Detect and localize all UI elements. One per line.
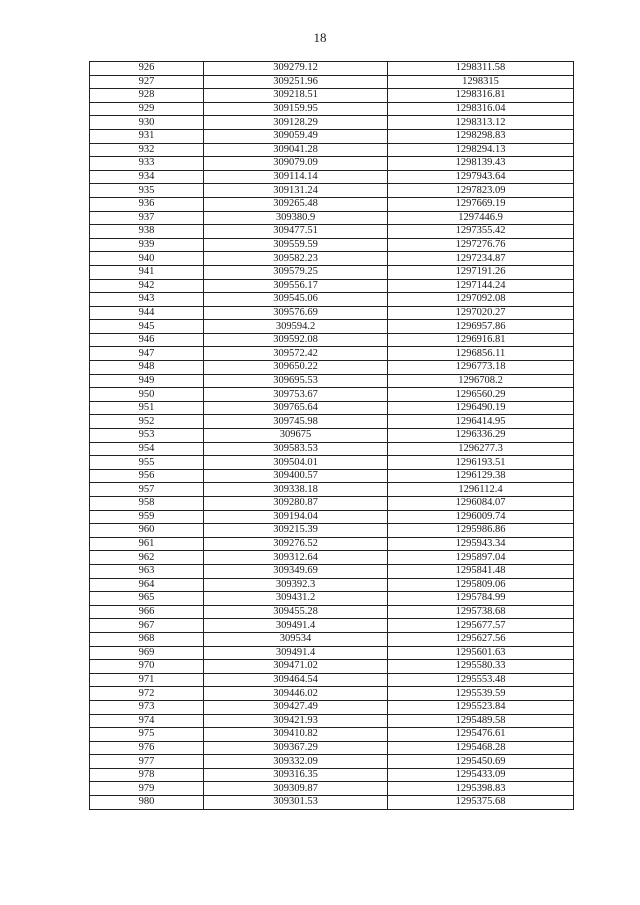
y-coordinate-cell: 1295375.68	[388, 796, 574, 810]
x-coordinate-cell: 309594.2	[204, 320, 388, 334]
point-number-cell: 958	[90, 497, 204, 511]
table-row	[90, 741, 574, 755]
x-coordinate-cell: 309280.87	[204, 497, 388, 511]
x-coordinate-cell: 309276.52	[204, 537, 388, 551]
x-coordinate-cell: 309504.01	[204, 456, 388, 470]
table-row	[90, 265, 574, 279]
x-coordinate-cell: 309745.98	[204, 415, 388, 429]
table-row	[90, 442, 574, 456]
table-row	[90, 537, 574, 551]
y-coordinate-cell: 1295489.58	[388, 714, 574, 728]
table-row	[90, 429, 574, 443]
x-coordinate-cell: 309545.06	[204, 293, 388, 307]
table-row	[90, 483, 574, 497]
point-number-cell: 979	[90, 782, 204, 796]
x-coordinate-cell: 309338.18	[204, 483, 388, 497]
table-row	[90, 578, 574, 592]
y-coordinate-cell: 1295539.59	[388, 687, 574, 701]
point-number-cell: 962	[90, 551, 204, 565]
y-coordinate-cell: 1298298.83	[388, 129, 574, 143]
point-number-cell: 954	[90, 442, 204, 456]
x-coordinate-cell: 309695.53	[204, 374, 388, 388]
y-coordinate-cell: 1297144.24	[388, 279, 574, 293]
table-row	[90, 646, 574, 660]
x-coordinate-cell: 309491.4	[204, 646, 388, 660]
table-row	[90, 632, 574, 646]
y-coordinate-cell: 1295784.99	[388, 592, 574, 606]
point-number-cell: 951	[90, 401, 204, 415]
table-row	[90, 782, 574, 796]
x-coordinate-cell: 309215.39	[204, 524, 388, 538]
table-row	[90, 211, 574, 225]
point-number-cell: 969	[90, 646, 204, 660]
table-row	[90, 401, 574, 415]
y-coordinate-cell: 1297092.08	[388, 293, 574, 307]
y-coordinate-cell: 1296414.95	[388, 415, 574, 429]
x-coordinate-cell: 309650.22	[204, 361, 388, 375]
point-number-cell: 961	[90, 537, 204, 551]
table-row	[90, 728, 574, 742]
point-number-cell: 955	[90, 456, 204, 470]
table-row	[90, 306, 574, 320]
point-number-cell: 938	[90, 225, 204, 239]
y-coordinate-cell: 1295468.28	[388, 741, 574, 755]
point-number-cell: 929	[90, 102, 204, 116]
y-coordinate-cell: 1295897.04	[388, 551, 574, 565]
table-row	[90, 497, 574, 511]
y-coordinate-cell: 1295841.48	[388, 564, 574, 578]
table-row	[90, 388, 574, 402]
point-number-cell: 960	[90, 524, 204, 538]
table-row	[90, 62, 574, 76]
point-number-cell: 949	[90, 374, 204, 388]
point-number-cell: 930	[90, 116, 204, 130]
y-coordinate-cell: 1298311.58	[388, 62, 574, 76]
x-coordinate-cell: 309446.02	[204, 687, 388, 701]
x-coordinate-cell: 309079.09	[204, 157, 388, 171]
x-coordinate-cell: 309572.42	[204, 347, 388, 361]
x-coordinate-cell: 309312.64	[204, 551, 388, 565]
x-coordinate-cell: 309392.3	[204, 578, 388, 592]
table-row	[90, 456, 574, 470]
x-coordinate-cell: 309131.24	[204, 184, 388, 198]
x-coordinate-cell: 309194.04	[204, 510, 388, 524]
point-number-cell: 936	[90, 197, 204, 211]
point-number-cell: 926	[90, 62, 204, 76]
x-coordinate-cell: 309592.08	[204, 333, 388, 347]
table-row	[90, 170, 574, 184]
point-number-cell: 946	[90, 333, 204, 347]
table-row	[90, 347, 574, 361]
y-coordinate-cell: 1295450.69	[388, 755, 574, 769]
table-row	[90, 714, 574, 728]
point-number-cell: 950	[90, 388, 204, 402]
coordinates-table-body	[90, 62, 574, 810]
table-row	[90, 619, 574, 633]
y-coordinate-cell: 1296193.51	[388, 456, 574, 470]
y-coordinate-cell: 1298316.04	[388, 102, 574, 116]
y-coordinate-cell: 1296708.2	[388, 374, 574, 388]
point-number-cell: 966	[90, 605, 204, 619]
table-row	[90, 768, 574, 782]
table-row	[90, 129, 574, 143]
point-number-cell: 956	[90, 469, 204, 483]
point-number-cell: 953	[90, 429, 204, 443]
point-number-cell: 968	[90, 632, 204, 646]
y-coordinate-cell: 1298315	[388, 75, 574, 89]
x-coordinate-cell: 309431.2	[204, 592, 388, 606]
x-coordinate-cell: 309380.9	[204, 211, 388, 225]
x-coordinate-cell: 309427.49	[204, 700, 388, 714]
y-coordinate-cell: 1296084.07	[388, 497, 574, 511]
table-row	[90, 469, 574, 483]
table-row	[90, 238, 574, 252]
x-coordinate-cell: 309583.53	[204, 442, 388, 456]
point-number-cell: 980	[90, 796, 204, 810]
point-number-cell: 931	[90, 129, 204, 143]
x-coordinate-cell: 309477.51	[204, 225, 388, 239]
y-coordinate-cell: 1297276.76	[388, 238, 574, 252]
point-number-cell: 965	[90, 592, 204, 606]
point-number-cell: 963	[90, 564, 204, 578]
point-number-cell: 972	[90, 687, 204, 701]
table-row	[90, 374, 574, 388]
table-row	[90, 89, 574, 103]
point-number-cell: 974	[90, 714, 204, 728]
point-number-cell: 933	[90, 157, 204, 171]
point-number-cell: 940	[90, 252, 204, 266]
x-coordinate-cell: 309332.09	[204, 755, 388, 769]
point-number-cell: 947	[90, 347, 204, 361]
point-number-cell: 977	[90, 755, 204, 769]
table-row	[90, 673, 574, 687]
x-coordinate-cell: 309675	[204, 429, 388, 443]
y-coordinate-cell: 1296916.81	[388, 333, 574, 347]
point-number-cell: 932	[90, 143, 204, 157]
table-row	[90, 564, 574, 578]
table-row	[90, 796, 574, 810]
page-number: 18	[313, 30, 327, 45]
point-number-cell: 957	[90, 483, 204, 497]
y-coordinate-cell: 1297234.87	[388, 252, 574, 266]
x-coordinate-cell: 309410.82	[204, 728, 388, 742]
y-coordinate-cell: 1297669.19	[388, 197, 574, 211]
y-coordinate-cell: 1296856.11	[388, 347, 574, 361]
x-coordinate-cell: 309582.23	[204, 252, 388, 266]
x-coordinate-cell: 309349.69	[204, 564, 388, 578]
point-number-cell: 971	[90, 673, 204, 687]
y-coordinate-cell: 1297355.42	[388, 225, 574, 239]
y-coordinate-cell: 1296009.74	[388, 510, 574, 524]
y-coordinate-cell: 1295580.33	[388, 660, 574, 674]
point-number-cell: 934	[90, 170, 204, 184]
y-coordinate-cell: 1297446.9	[388, 211, 574, 225]
point-number-cell: 942	[90, 279, 204, 293]
table-row	[90, 252, 574, 266]
x-coordinate-cell: 309534	[204, 632, 388, 646]
y-coordinate-cell: 1295601.63	[388, 646, 574, 660]
x-coordinate-cell: 309765.64	[204, 401, 388, 415]
x-coordinate-cell: 309316.35	[204, 768, 388, 782]
x-coordinate-cell: 309279.12	[204, 62, 388, 76]
y-coordinate-cell: 1296112.4	[388, 483, 574, 497]
point-number-cell: 970	[90, 660, 204, 674]
y-coordinate-cell: 1295627.56	[388, 632, 574, 646]
point-number-cell: 967	[90, 619, 204, 633]
x-coordinate-cell: 309421.93	[204, 714, 388, 728]
x-coordinate-cell: 309491.4	[204, 619, 388, 633]
table-row	[90, 225, 574, 239]
table-row	[90, 279, 574, 293]
point-number-cell: 944	[90, 306, 204, 320]
x-coordinate-cell: 309400.57	[204, 469, 388, 483]
y-coordinate-cell: 1295738.68	[388, 605, 574, 619]
table-row	[90, 755, 574, 769]
y-coordinate-cell: 1295398.83	[388, 782, 574, 796]
y-coordinate-cell: 1295677.57	[388, 619, 574, 633]
x-coordinate-cell: 309455.28	[204, 605, 388, 619]
point-number-cell: 939	[90, 238, 204, 252]
point-number-cell: 948	[90, 361, 204, 375]
table-row	[90, 700, 574, 714]
point-number-cell: 937	[90, 211, 204, 225]
table-row	[90, 687, 574, 701]
table-row	[90, 415, 574, 429]
y-coordinate-cell: 1296336.29	[388, 429, 574, 443]
x-coordinate-cell: 309059.49	[204, 129, 388, 143]
y-coordinate-cell: 1295809.06	[388, 578, 574, 592]
y-coordinate-cell: 1297020.27	[388, 306, 574, 320]
y-coordinate-cell: 1295553.48	[388, 673, 574, 687]
point-number-cell: 973	[90, 700, 204, 714]
x-coordinate-cell: 309753.67	[204, 388, 388, 402]
table-row	[90, 116, 574, 130]
x-coordinate-cell: 309265.48	[204, 197, 388, 211]
table-row	[90, 524, 574, 538]
point-number-cell: 935	[90, 184, 204, 198]
y-coordinate-cell: 1295433.09	[388, 768, 574, 782]
y-coordinate-cell: 1296560.29	[388, 388, 574, 402]
table-row	[90, 184, 574, 198]
y-coordinate-cell: 1296129.38	[388, 469, 574, 483]
y-coordinate-cell: 1297191.26	[388, 265, 574, 279]
table-row	[90, 143, 574, 157]
y-coordinate-cell: 1295986.86	[388, 524, 574, 538]
point-number-cell: 975	[90, 728, 204, 742]
x-coordinate-cell: 309559.59	[204, 238, 388, 252]
table-row	[90, 320, 574, 334]
point-number-cell: 927	[90, 75, 204, 89]
x-coordinate-cell: 309251.96	[204, 75, 388, 89]
table-row	[90, 361, 574, 375]
y-coordinate-cell: 1296957.86	[388, 320, 574, 334]
point-number-cell: 964	[90, 578, 204, 592]
point-number-cell: 978	[90, 768, 204, 782]
table-row	[90, 592, 574, 606]
table-row	[90, 157, 574, 171]
x-coordinate-cell: 309464.54	[204, 673, 388, 687]
x-coordinate-cell: 309309.87	[204, 782, 388, 796]
table-row	[90, 75, 574, 89]
point-number-cell: 928	[90, 89, 204, 103]
x-coordinate-cell: 309556.17	[204, 279, 388, 293]
y-coordinate-cell: 1295943.34	[388, 537, 574, 551]
y-coordinate-cell: 1298316.81	[388, 89, 574, 103]
point-number-cell: 943	[90, 293, 204, 307]
x-coordinate-cell: 309576.69	[204, 306, 388, 320]
y-coordinate-cell: 1297943.64	[388, 170, 574, 184]
table-row	[90, 510, 574, 524]
y-coordinate-cell: 1296773.18	[388, 361, 574, 375]
table-row	[90, 102, 574, 116]
table-row	[90, 605, 574, 619]
table-row	[90, 333, 574, 347]
y-coordinate-cell: 1298139.43	[388, 157, 574, 171]
x-coordinate-cell: 309367.29	[204, 741, 388, 755]
x-coordinate-cell: 309041.28	[204, 143, 388, 157]
x-coordinate-cell: 309301.53	[204, 796, 388, 810]
table-row	[90, 197, 574, 211]
x-coordinate-cell: 309114.14	[204, 170, 388, 184]
y-coordinate-cell: 1298294.13	[388, 143, 574, 157]
coordinates-table	[89, 61, 574, 810]
x-coordinate-cell: 309128.29	[204, 116, 388, 130]
point-number-cell: 945	[90, 320, 204, 334]
x-coordinate-cell: 309218.51	[204, 89, 388, 103]
y-coordinate-cell: 1295476.61	[388, 728, 574, 742]
point-number-cell: 941	[90, 265, 204, 279]
x-coordinate-cell: 309159.95	[204, 102, 388, 116]
y-coordinate-cell: 1297823.09	[388, 184, 574, 198]
point-number-cell: 976	[90, 741, 204, 755]
table-row	[90, 660, 574, 674]
y-coordinate-cell: 1295523.84	[388, 700, 574, 714]
point-number-cell: 952	[90, 415, 204, 429]
table-row	[90, 551, 574, 565]
y-coordinate-cell: 1296490.19	[388, 401, 574, 415]
x-coordinate-cell: 309471.02	[204, 660, 388, 674]
table-row	[90, 293, 574, 307]
point-number-cell: 959	[90, 510, 204, 524]
x-coordinate-cell: 309579.25	[204, 265, 388, 279]
y-coordinate-cell: 1298313.12	[388, 116, 574, 130]
y-coordinate-cell: 1296277.3	[388, 442, 574, 456]
